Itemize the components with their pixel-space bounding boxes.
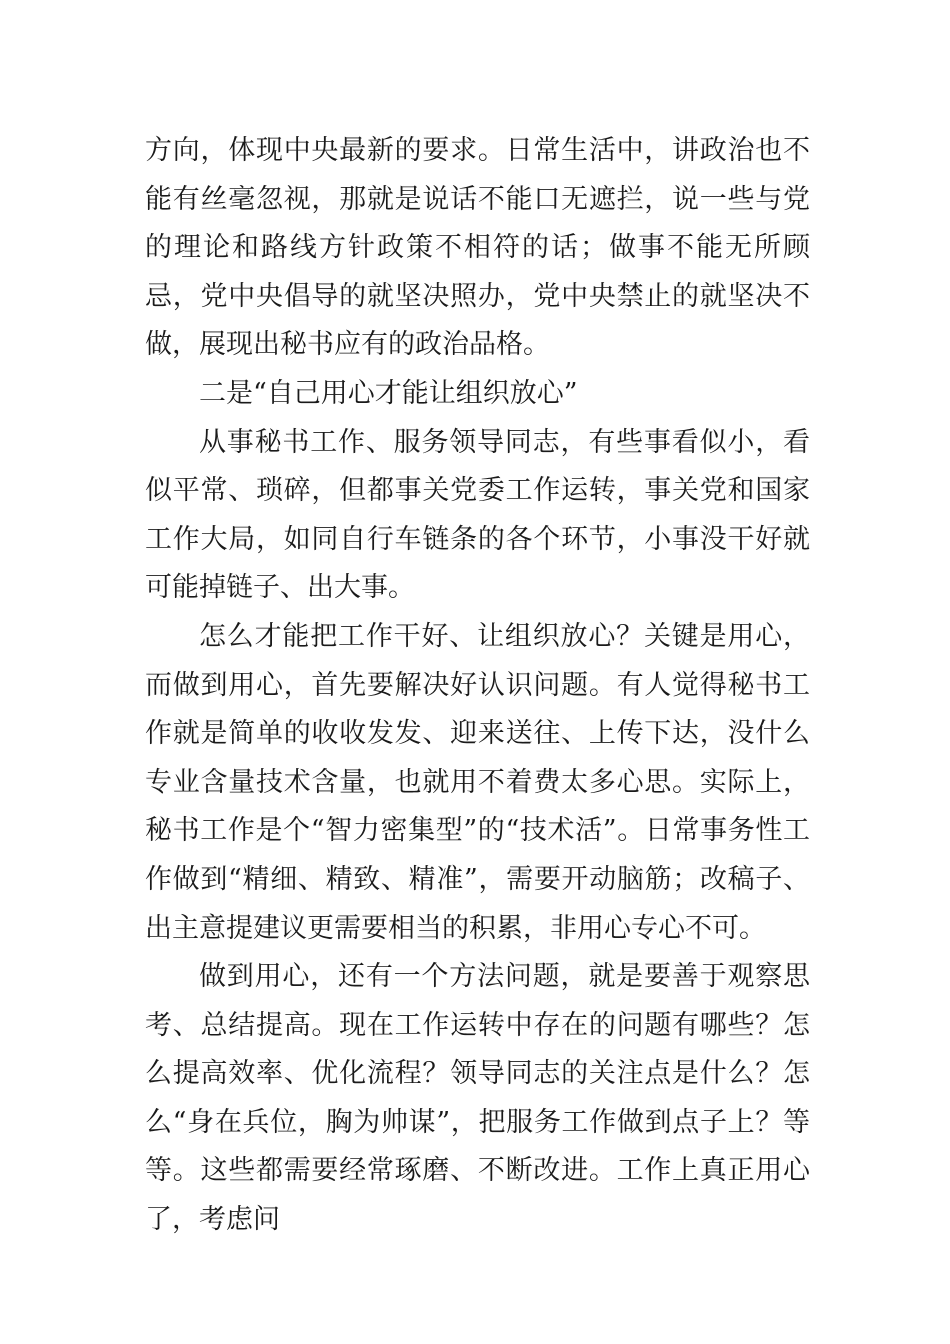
paragraph: 做到用心，还有一个方法问题，就是要善于观察思考、总结提高。现在工作运转中存在的问题有哪些？怎么提高效率、优化流程？领导同志的关注点是什么？怎么“身在兵位，胸为帅谋”，把服务工作做到点子上？等等。这些都需要经常琢磨、不断改进。工作上真正用心了，考虑问 — [145, 961, 810, 1236]
paragraph-continued: 方向，体现中央最新的要求。日常生活中，讲政治也不能有丝毫忽视，那就是说话不能口无遮拦，说一些与党的理论和路线方针政策不相符的话；做事不能无所顾忌，党中央倡导的就坚决照办，党中央禁止的就坚决不做，展现出秘书应有的政治品格。 — [145, 135, 810, 361]
paragraph: 从事秘书工作、服务领导同志，有些事看似小，看似平常、琐碎，但都事关党委工作运转，事关党和国家工作大局，如同自行车链条的各个环节，小事没干好就可能掉链子、出大事。 — [145, 426, 810, 604]
body-text — [145, 127, 810, 1245]
section-heading: 二是“自己用心才能让组织放心” — [199, 377, 578, 409]
paragraph: 怎么才能把工作干好、让组织放心？关键是用心，而做到用心，首先要解决好认识问题。有人觉得秘书工作就是简单的收收发发、迎来送往、上传下达，没什么专业含量技术含量，也就用不着费太多心思。实际上，秘书工作是个“智力密集型”的“技术活”。日常事务性工作做到“精细、精致、精准”，需要开动脑筋；改稿子、出主意提建议更需要相当的积累，非用心专心不可。 — [145, 620, 810, 944]
